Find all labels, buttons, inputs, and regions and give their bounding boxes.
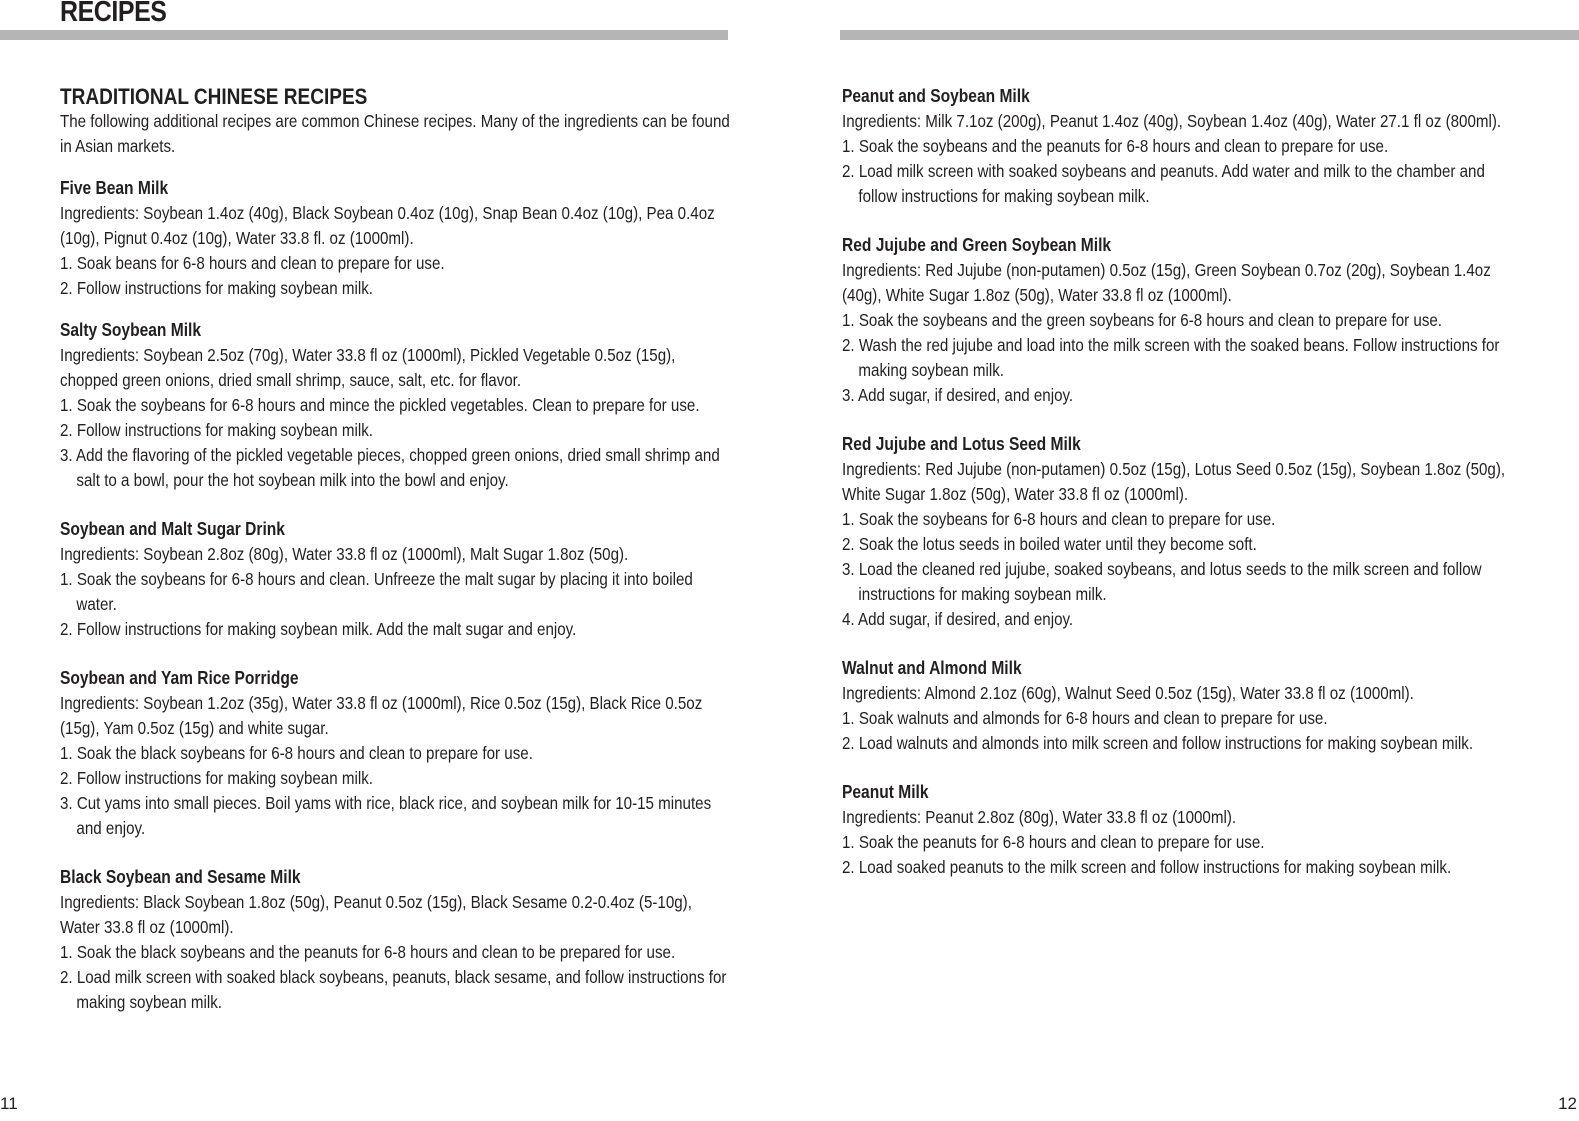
recipe-title: Black Soybean and Sesame Milk [60, 867, 301, 887]
recipe-step: 2. Follow instructions for making soybean milk. [60, 278, 373, 298]
recipe-ingredients: Ingredients: Peanut 2.8oz (80g), Water 33.8 fl oz (1000ml). [842, 807, 1237, 827]
recipe-ingredients: Ingredients: Soybean 1.4oz (40g), Black Soybean 0.4oz (10g), Snap Bean 0.4oz (10g), Pea 0.4oz (10g), Pignut 0.4oz (10g), Water 33.8 fl. oz (1000ml). [60, 203, 715, 248]
recipe-step: 1. Soak the soybeans for 6-8 hours and clean. Unfreeze the malt sugar by placing it into boiled water. [60, 569, 693, 614]
recipe-step: 1. Soak the soybeans for 6-8 hours and mince the pickled vegetables. Clean to prepare for use. [60, 395, 700, 415]
recipe-title: Red Jujube and Lotus Seed Milk [842, 434, 1081, 454]
recipe-step: 3. Cut yams into small pieces. Boil yams with rice, black rice, and soybean milk for 10-15 minutes and enjoy. [60, 793, 712, 838]
recipe-title: Salty Soybean Milk [60, 320, 202, 340]
recipe-step: 1. Soak the peanuts for 6-8 hours and clean to prepare for use. [842, 832, 1265, 852]
recipe-title: Soybean and Malt Sugar Drink [60, 519, 285, 539]
left-recipe-list [60, 176, 730, 1015]
recipe-ingredients: Ingredients: Soybean 2.5oz (70g), Water 33.8 fl oz (1000ml), Pickled Vegetable 0.5oz (15g), chopped green onions, dried small shrimp, sauce, salt, etc. for flavor. [60, 345, 676, 390]
recipe-block [842, 84, 1512, 209]
recipe-title: Walnut and Almond Milk [842, 658, 1022, 678]
recipe-block [842, 432, 1512, 632]
recipe-steps [842, 308, 1512, 408]
page-heading: TRADITIONAL CHINESE RECIPES [60, 84, 368, 109]
recipe-ingredients: Ingredients: Red Jujube (non-putamen) 0.5oz (15g), Lotus Seed 0.5oz (15g), Soybean 1.8oz (50g), White Sugar 1.8oz (50g), Water 33.8 fl oz (1000ml). [842, 459, 1506, 504]
page-number-right: 12 [1558, 1094, 1577, 1113]
header-rule-right [840, 30, 1579, 40]
recipe-block [60, 517, 730, 642]
recipe-step: 2. Follow instructions for making soybean milk. [60, 420, 373, 440]
recipe-step: 2. Follow instructions for making soybean milk. Add the malt sugar and enjoy. [60, 619, 577, 639]
recipe-step: 1. Soak the soybeans for 6-8 hours and clean to prepare for use. [842, 509, 1276, 529]
recipe-step: 2. Wash the red jujube and load into the milk screen with the soaked beans. Follow instructions for making soybean milk. [842, 335, 1500, 380]
recipe-step: 3. Load the cleaned red jujube, soaked soybeans, and lotus seeds to the milk screen and follow instructions for making soybean milk. [842, 559, 1482, 604]
recipe-block [60, 865, 730, 1015]
recipe-step: 1. Soak beans for 6-8 hours and clean to prepare for use. [60, 253, 445, 273]
page-number-left: 11 [0, 1094, 18, 1113]
section-title: RECIPES [60, 0, 167, 28]
recipe-steps [60, 567, 730, 642]
header-rule-left [0, 30, 728, 40]
left-page-column [60, 84, 835, 1039]
recipe-steps [842, 134, 1512, 209]
recipe-step: 1. Soak walnuts and almonds for 6-8 hours and clean to prepare for use. [842, 708, 1328, 728]
recipe-ingredients: Ingredients: Black Soybean 1.8oz (50g), Peanut 0.5oz (15g), Black Sesame 0.2-0.4oz (5-10g), Water 33.8 fl oz (1000ml). [60, 892, 692, 937]
recipe-step: 1. Soak the soybeans and the green soybeans for 6-8 hours and clean to prepare for use. [842, 310, 1443, 330]
right-page-column [842, 84, 1579, 904]
recipe-step: 1. Soak the black soybeans and the peanuts for 6-8 hours and clean to be prepared for use. [60, 942, 676, 962]
intro-text: The following additional recipes are common Chinese recipes. Many of the ingredients can be found in Asian markets. [60, 111, 730, 156]
recipe-block [60, 318, 730, 493]
recipe-steps [60, 251, 730, 301]
recipe-ingredients: Ingredients: Soybean 2.8oz (80g), Water 33.8 fl oz (1000ml), Malt Sugar 1.8oz (50g). [60, 544, 629, 564]
recipe-title: Soybean and Yam Rice Porridge [60, 668, 299, 688]
recipe-steps [842, 830, 1512, 880]
recipe-steps [60, 741, 730, 841]
recipe-steps [842, 507, 1512, 632]
recipe-block [842, 233, 1512, 408]
recipe-block [842, 656, 1512, 756]
recipe-steps [842, 706, 1512, 756]
recipe-steps [60, 393, 730, 493]
recipe-step: 3. Add the flavoring of the pickled vegetable pieces, chopped green onions, dried small shrimp and salt to a bowl, pour the hot soybean milk into the bowl and enjoy. [60, 445, 720, 490]
recipe-ingredients: Ingredients: Red Jujube (non-putamen) 0.5oz (15g), Green Soybean 0.7oz (20g), Soybean 1.4oz (40g), White Sugar 1.8oz (50g), Water 33.8 fl oz (1000ml). [842, 260, 1491, 305]
recipe-step: 4. Add sugar, if desired, and enjoy. [842, 609, 1074, 629]
right-recipe-list [842, 84, 1512, 880]
recipe-block [60, 666, 730, 841]
recipe-step: 2. Load milk screen with soaked soybeans and peanuts. Add water and milk to the chamber and follow instructions for making soybean milk. [842, 161, 1485, 206]
recipe-step: 2. Soak the lotus seeds in boiled water until they become soft. [842, 534, 1257, 554]
recipe-step: 2. Follow instructions for making soybean milk. [60, 768, 373, 788]
recipe-ingredients: Ingredients: Almond 2.1oz (60g), Walnut Seed 0.5oz (15g), Water 33.8 fl oz (1000ml). [842, 683, 1414, 703]
recipe-step: 2. Load soaked peanuts to the milk screen and follow instructions for making soybean milk. [842, 857, 1452, 877]
recipe-steps [60, 940, 730, 1015]
recipe-title: Five Bean Milk [60, 178, 169, 198]
recipe-step: 3. Add sugar, if desired, and enjoy. [842, 385, 1074, 405]
recipe-title: Peanut and Soybean Milk [842, 86, 1030, 106]
recipe-title: Red Jujube and Green Soybean Milk [842, 235, 1112, 255]
recipe-step: 2. Load milk screen with soaked black soybeans, peanuts, black sesame, and follow instructions for making soybean milk. [60, 967, 727, 1012]
recipe-ingredients: Ingredients: Soybean 1.2oz (35g), Water 33.8 fl oz (1000ml), Rice 0.5oz (15g), Black Rice 0.5oz (15g), Yam 0.5oz (15g) and white sugar. [60, 693, 703, 738]
recipe-title: Peanut Milk [842, 782, 929, 802]
recipe-block [60, 176, 730, 301]
recipe-step: 2. Load walnuts and almonds into milk screen and follow instructions for making soybean milk. [842, 733, 1474, 753]
recipe-step: 1. Soak the black soybeans for 6-8 hours and clean to prepare for use. [60, 743, 533, 763]
recipe-block [842, 780, 1512, 880]
recipe-step: 1. Soak the soybeans and the peanuts for 6-8 hours and clean to prepare for use. [842, 136, 1389, 156]
recipe-ingredients: Ingredients: Milk 7.1oz (200g), Peanut 1.4oz (40g), Soybean 1.4oz (40g), Water 27.1 fl oz (800ml). [842, 111, 1502, 131]
